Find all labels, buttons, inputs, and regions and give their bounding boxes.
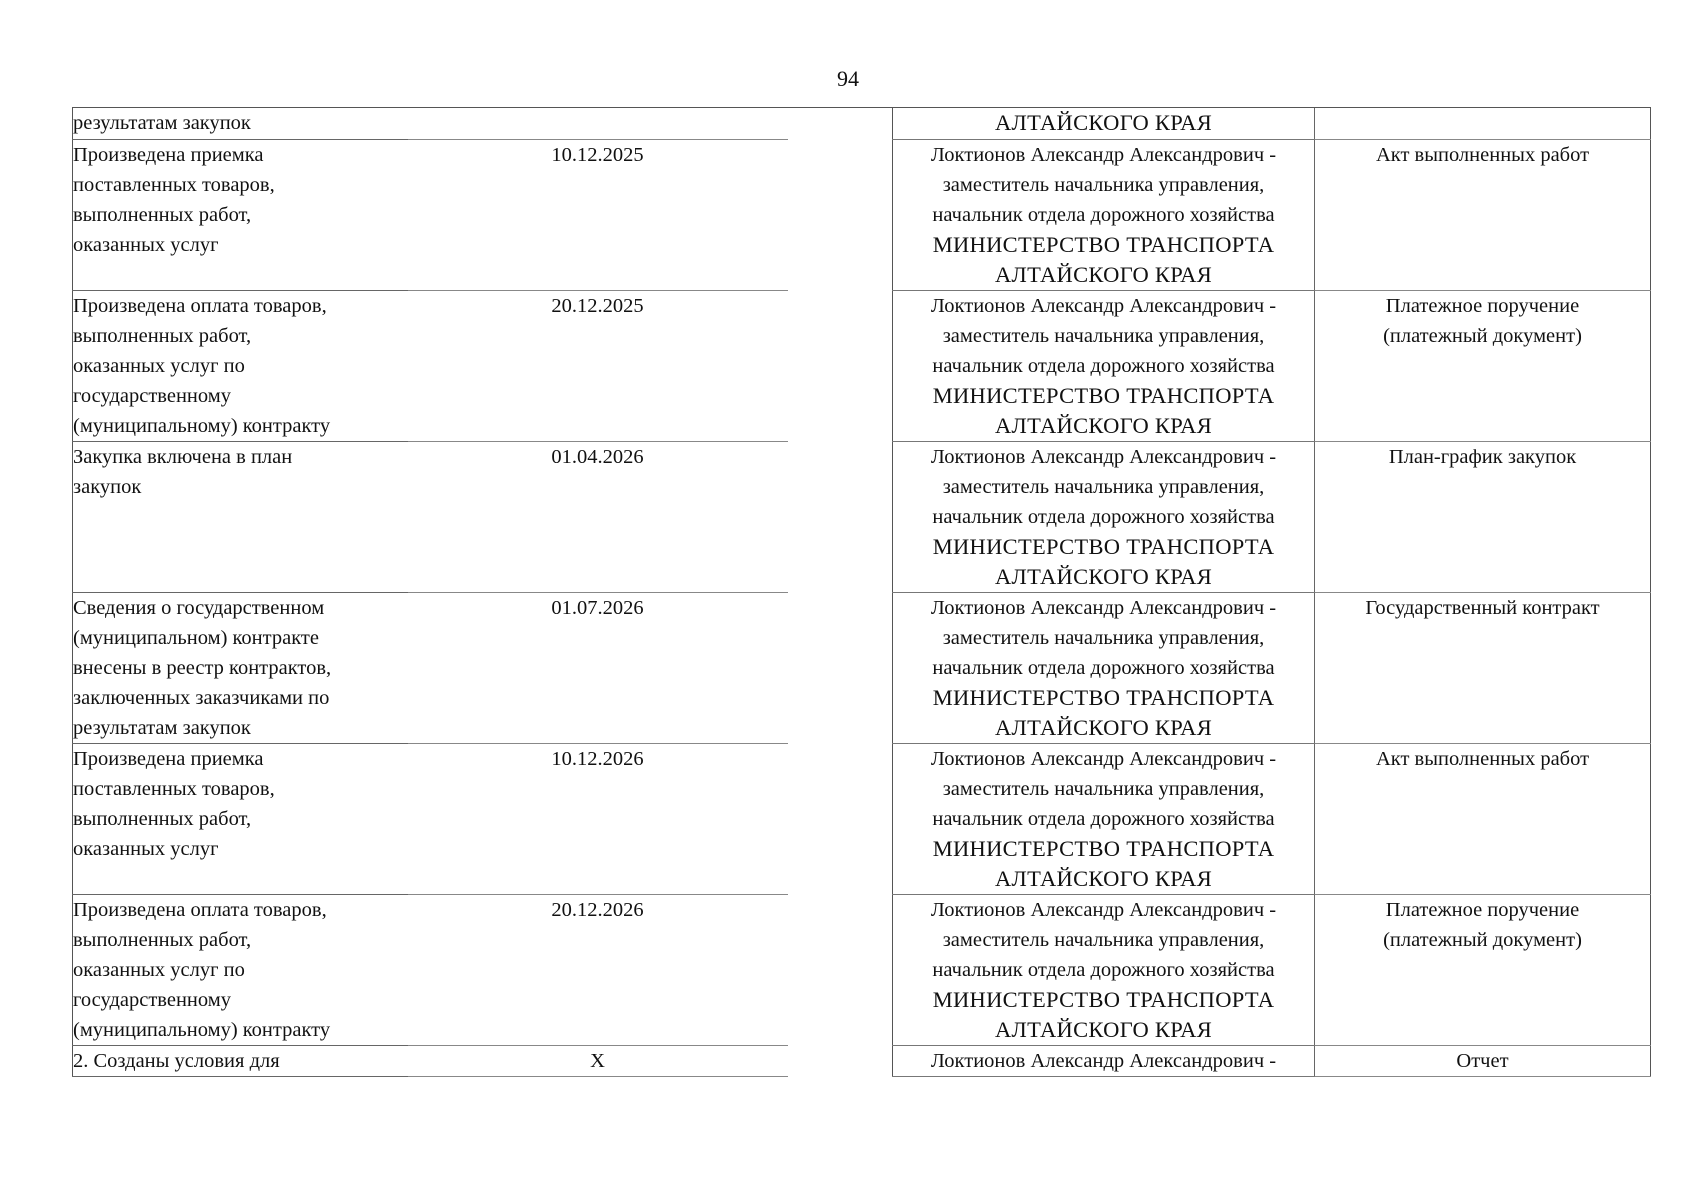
table-row xyxy=(73,744,1651,895)
spacer-cell xyxy=(788,895,893,1046)
responsible-cell xyxy=(893,291,1315,442)
responsible-org: МИНИСТЕРСТВО ТРАНСПОРТА xyxy=(932,383,1275,408)
date-cell xyxy=(408,108,788,140)
document-cell xyxy=(1315,744,1651,895)
responsible-org: МИНИСТЕРСТВО ТРАНСПОРТА xyxy=(932,534,1275,559)
event-line: выполненных работ, xyxy=(73,325,252,347)
date-cell: X xyxy=(408,1046,788,1077)
spacer-cell xyxy=(788,1046,893,1077)
document-line: Платежное поручение xyxy=(1385,295,1580,317)
responsible-cell xyxy=(893,593,1315,744)
event-line: (муниципальном) контракте xyxy=(73,627,319,649)
responsible-org: АЛТАЙСКОГО КРАЯ xyxy=(994,110,1213,135)
spacer-cell xyxy=(788,108,893,140)
table-row xyxy=(73,442,1651,593)
event-cell xyxy=(73,291,408,442)
date-cell: 01.07.2026 xyxy=(408,593,788,744)
event-line: государственному xyxy=(73,989,231,1011)
responsible-org: МИНИСТЕРСТВО ТРАНСПОРТА xyxy=(932,987,1275,1012)
responsible-org: АЛТАЙСКОГО КРАЯ xyxy=(994,715,1213,740)
document-line: Государственный контракт xyxy=(1365,597,1600,619)
event-line: Произведена приемка xyxy=(73,144,264,166)
page-number: 94 xyxy=(837,66,859,91)
document-cell xyxy=(1315,895,1651,1046)
document-cell xyxy=(1315,291,1651,442)
responsible-cell xyxy=(893,744,1315,895)
event-line: Произведена приемка xyxy=(73,748,264,770)
event-cell: 2. Созданы условия для xyxy=(73,1046,408,1077)
responsible-org: АЛТАЙСКОГО КРАЯ xyxy=(994,866,1213,891)
event-line: Произведена оплата товаров, xyxy=(73,899,327,921)
table-row-section-2 xyxy=(73,1046,1651,1077)
table-row xyxy=(73,895,1651,1046)
document-line: План-график закупок xyxy=(1388,446,1577,468)
event-line: выполненных работ, xyxy=(73,808,252,830)
responsible-org: МИНИСТЕРСТВО ТРАНСПОРТА xyxy=(932,685,1275,710)
event-cell xyxy=(73,442,408,593)
table-row-continued xyxy=(73,108,1651,140)
table-row xyxy=(73,291,1651,442)
document-cell xyxy=(1315,140,1651,291)
schedule-table-body xyxy=(73,108,1651,1077)
table-row xyxy=(73,593,1651,744)
responsible-line: Локтионов Александр Александрович - xyxy=(930,144,1277,166)
document-cell xyxy=(1315,108,1651,140)
responsible-cell: Локтионов Александр Александрович - xyxy=(893,1046,1315,1077)
responsible-line: заместитель начальника управления, xyxy=(942,778,1265,800)
responsible-line: Локтионов Александр Александрович - xyxy=(930,899,1277,921)
responsible-line: Локтионов Александр Александрович - xyxy=(930,446,1277,468)
event-line: заключенных заказчиками по xyxy=(73,687,330,709)
schedule-table xyxy=(72,107,1651,1077)
document-cell xyxy=(1315,442,1651,593)
date-cell: 20.12.2026 xyxy=(408,895,788,1046)
table-row xyxy=(73,140,1651,291)
event-line: государственному xyxy=(73,385,231,407)
event-line: Сведения о государственном xyxy=(73,597,325,619)
event-line: оказанных услуг по xyxy=(73,959,245,981)
responsible-org: АЛТАЙСКОГО КРАЯ xyxy=(994,262,1213,287)
event-line: оказанных услуг xyxy=(73,838,219,860)
event-line: оказанных услуг xyxy=(73,234,219,256)
document-line: (платежный документ) xyxy=(1383,929,1582,951)
responsible-line: заместитель начальника управления, xyxy=(942,476,1265,498)
responsible-line: начальник отдела дорожного хозяйства xyxy=(932,657,1275,679)
responsible-line: Локтионов Александр Александрович - xyxy=(930,748,1277,770)
responsible-line: заместитель начальника управления, xyxy=(942,174,1265,196)
event-cell xyxy=(73,140,408,291)
responsible-org: АЛТАЙСКОГО КРАЯ xyxy=(994,413,1213,438)
responsible-line: начальник отдела дорожного хозяйства xyxy=(932,808,1275,830)
document-cell: Отчет xyxy=(1315,1046,1651,1077)
document-line: Акт выполненных работ xyxy=(1375,748,1590,770)
responsible-cell xyxy=(893,108,1315,140)
responsible-line: начальник отдела дорожного хозяйства xyxy=(932,204,1275,226)
responsible-line: начальник отдела дорожного хозяйства xyxy=(932,959,1275,981)
date-cell: 20.12.2025 xyxy=(408,291,788,442)
responsible-org: АЛТАЙСКОГО КРАЯ xyxy=(994,1017,1213,1042)
event-cell xyxy=(73,593,408,744)
document-cell xyxy=(1315,593,1651,744)
event-line: результатам закупок xyxy=(73,717,251,739)
event-line: закупок xyxy=(73,476,142,498)
document-line: Платежное поручение xyxy=(1385,899,1580,921)
event-line: Произведена оплата товаров, xyxy=(73,295,327,317)
event-line: внесены в реестр контрактов, xyxy=(73,657,332,679)
responsible-line: заместитель начальника управления, xyxy=(942,325,1265,347)
responsible-cell xyxy=(893,140,1315,291)
event-line: выполненных работ, xyxy=(73,929,252,951)
responsible-org: АЛТАЙСКОГО КРАЯ xyxy=(994,564,1213,589)
event-line: поставленных товаров, xyxy=(73,174,275,196)
spacer-cell xyxy=(788,291,893,442)
document-line: (платежный документ) xyxy=(1383,325,1582,347)
spacer-cell xyxy=(788,593,893,744)
responsible-org: МИНИСТЕРСТВО ТРАНСПОРТА xyxy=(932,232,1275,257)
event-cell: результатам закупок xyxy=(73,108,408,140)
event-line: выполненных работ, xyxy=(73,204,252,226)
responsible-line: начальник отдела дорожного хозяйства xyxy=(932,355,1275,377)
document-line: Акт выполненных работ xyxy=(1375,144,1590,166)
spacer-cell xyxy=(788,442,893,593)
date-cell: 01.04.2026 xyxy=(408,442,788,593)
responsible-line: заместитель начальника управления, xyxy=(942,627,1265,649)
responsible-org: МИНИСТЕРСТВО ТРАНСПОРТА xyxy=(932,836,1275,861)
responsible-cell xyxy=(893,895,1315,1046)
event-line: (муниципальному) контракту xyxy=(73,415,331,437)
event-cell xyxy=(73,895,408,1046)
event-cell xyxy=(73,744,408,895)
event-line: оказанных услуг по xyxy=(73,355,245,377)
event-line: Закупка включена в план xyxy=(73,446,293,468)
responsible-line: заместитель начальника управления, xyxy=(942,929,1265,951)
event-line: поставленных товаров, xyxy=(73,778,275,800)
date-cell: 10.12.2025 xyxy=(408,140,788,291)
spacer-cell xyxy=(788,744,893,895)
date-cell: 10.12.2026 xyxy=(408,744,788,895)
event-line: (муниципальному) контракту xyxy=(73,1019,331,1041)
responsible-line: начальник отдела дорожного хозяйства xyxy=(932,506,1275,528)
responsible-line: Локтионов Александр Александрович - xyxy=(930,295,1277,317)
responsible-line: Локтионов Александр Александрович - xyxy=(930,597,1277,619)
responsible-cell xyxy=(893,442,1315,593)
spacer-cell xyxy=(788,140,893,291)
